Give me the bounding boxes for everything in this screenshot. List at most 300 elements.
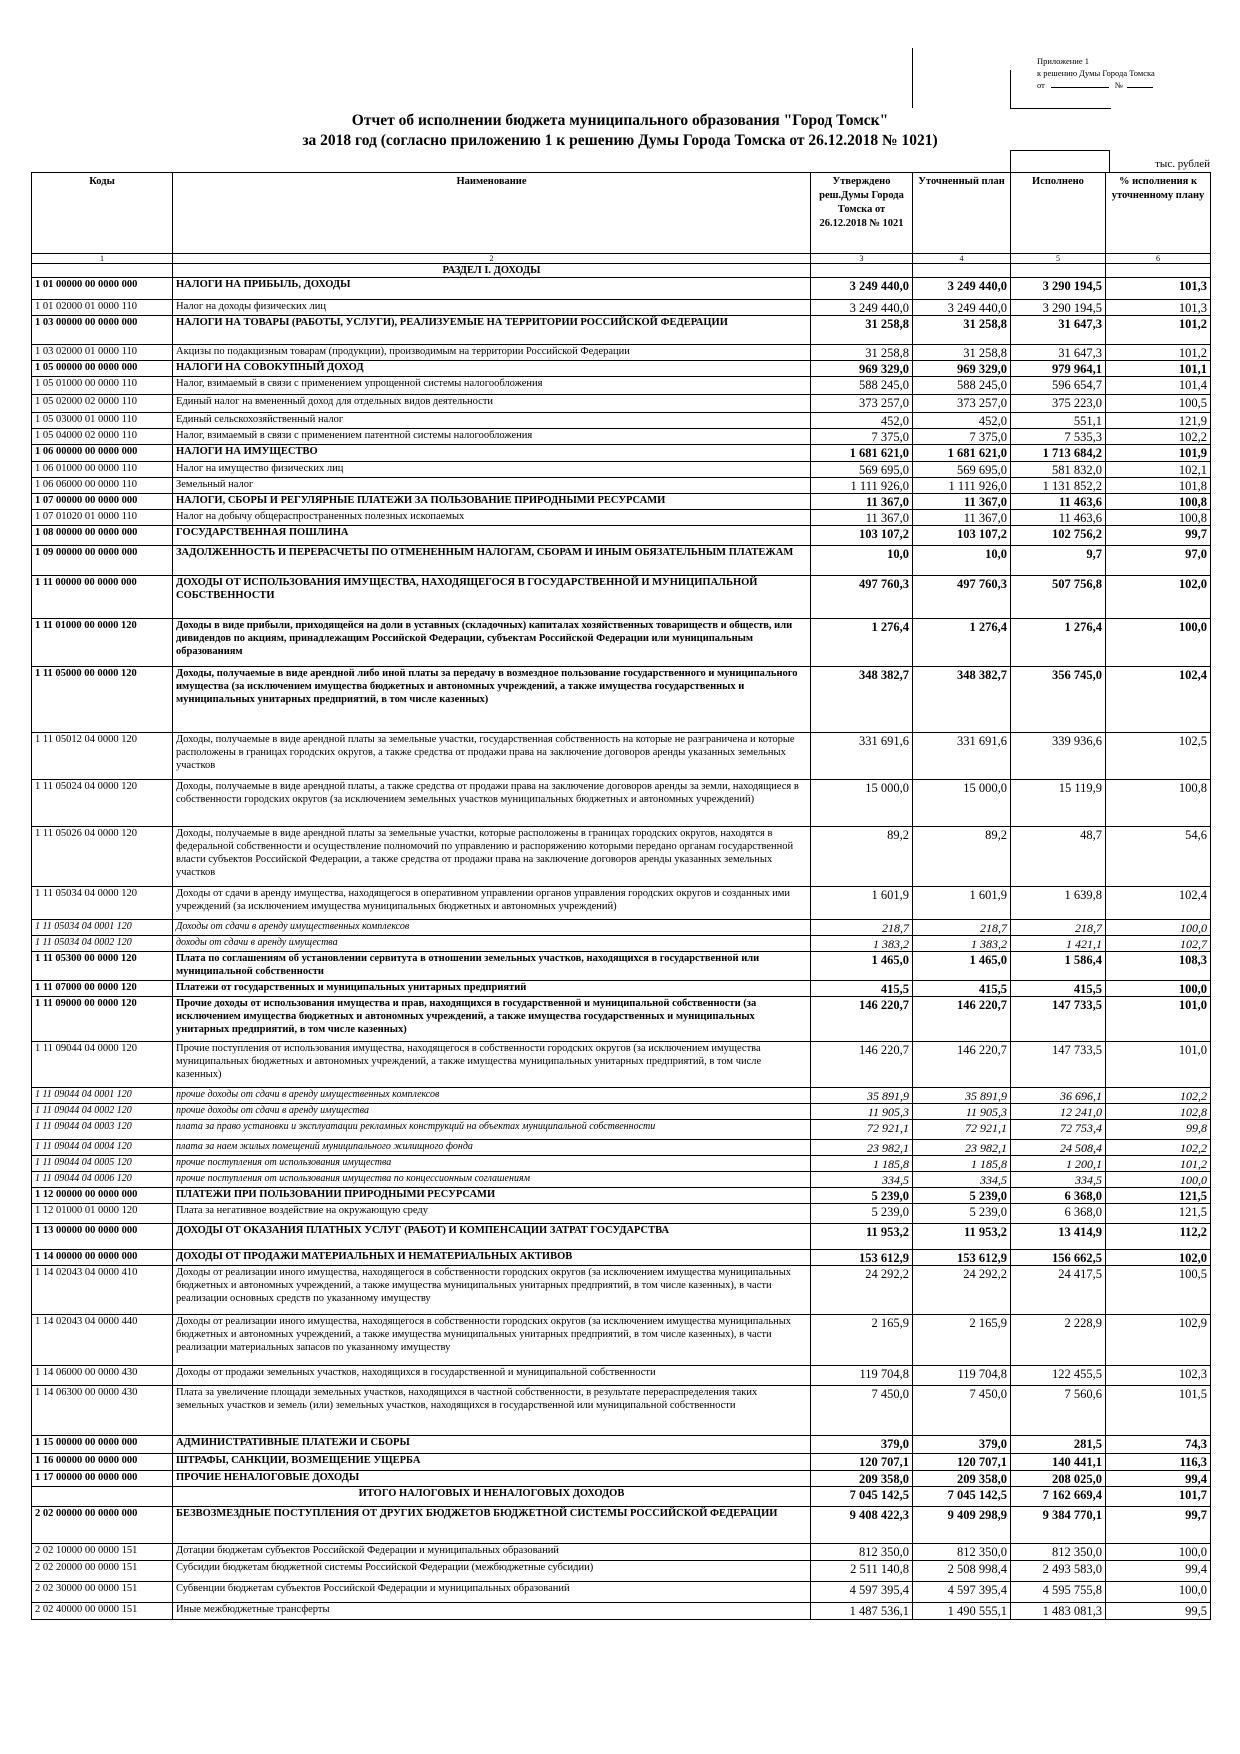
report-title-line2: за 2018 год (согласно приложению 1 к решению Думы Города Томска от 26.12.2018 № 1021) [302, 132, 938, 149]
approved-cell: 23 982,1 [811, 1140, 913, 1156]
name-cell: прочие поступления от использования имущества [173, 1156, 811, 1172]
name-cell: НАЛОГИ НА ТОВАРЫ (РАБОТЫ, УСЛУГИ), РЕАЛИЗУЕМЫЕ НА ТЕРРИТОРИИ РОССИЙСКОЙ ФЕДЕРАЦИИ [173, 316, 811, 345]
executed-cell: 4 595 755,8 [1011, 1582, 1106, 1603]
executed-cell: 208 025,0 [1011, 1471, 1106, 1487]
report-title [0, 111, 1240, 151]
percent-cell: 101,8 [1106, 478, 1211, 494]
table-row [32, 1042, 1211, 1088]
section-cell [811, 264, 913, 278]
approved-cell: 11 367,0 [811, 510, 913, 526]
percent-cell: 102,0 [1106, 1250, 1211, 1266]
code-cell: 1 07 01020 01 0000 110 [32, 510, 173, 526]
code-cell: 1 05 02000 02 0000 110 [32, 395, 173, 413]
revised-cell: 146 220,7 [913, 997, 1011, 1042]
percent-cell: 101,2 [1106, 316, 1211, 345]
code-cell: 1 12 00000 00 0000 000 [32, 1188, 173, 1204]
percent-cell: 100,8 [1106, 494, 1211, 510]
table-row [32, 1120, 1211, 1140]
header-row [32, 173, 1211, 254]
revised-cell: 9 409 298,9 [913, 1507, 1011, 1544]
approved-cell: 1 185,8 [811, 1156, 913, 1172]
table-row [32, 1544, 1211, 1561]
executed-cell: 13 414,9 [1011, 1224, 1106, 1250]
percent-cell: 100,0 [1106, 1544, 1211, 1561]
executed-cell: 812 350,0 [1011, 1544, 1106, 1561]
executed-cell: 7 162 669,4 [1011, 1487, 1106, 1507]
percent-cell: 101,5 [1106, 1386, 1211, 1436]
percent-cell: 100,0 [1106, 1172, 1211, 1188]
revised-cell: 331 691,6 [913, 733, 1011, 780]
table-row [32, 619, 1211, 667]
table-row [32, 361, 1211, 377]
table-row [32, 1366, 1211, 1386]
approved-cell: 103 107,2 [811, 526, 913, 546]
table-row [32, 445, 1211, 462]
name-cell: НАЛОГИ НА СОВОКУПНЫЙ ДОХОД [173, 361, 811, 377]
name-cell: Доходы, получаемые в виде арендной платы за земельные участки, которые расположены в границах городских округов, находятся в федеральной собственности и осуществление полномочий по управлению и распоряжению которыми передано органам государственной власти субъектов Российской Федерации, а также средства от продажи права на заключение договоров аренды указанных земельных участков [173, 827, 811, 887]
code-cell: 1 11 05000 00 0000 120 [32, 667, 173, 733]
revised-cell: 415,5 [913, 981, 1011, 997]
revised-cell: 1 681 621,0 [913, 445, 1011, 462]
percent-cell: 101,9 [1106, 445, 1211, 462]
code-cell: 1 11 09044 04 0006 120 [32, 1172, 173, 1188]
revised-cell: 373 257,0 [913, 395, 1011, 413]
name-cell: Доходы от сдачи в аренду имущественных комплексов [173, 920, 811, 936]
approved-cell: 1 681 621,0 [811, 445, 913, 462]
approved-cell: 1 111 926,0 [811, 478, 913, 494]
revised-cell: 103 107,2 [913, 526, 1011, 546]
percent-cell: 116,3 [1106, 1454, 1211, 1471]
revised-cell: 218,7 [913, 920, 1011, 936]
report-title-line1: Отчет об исполнении бюджета муниципального образования "Город Томск" [351, 112, 889, 129]
section-cell [913, 264, 1011, 278]
code-cell: 1 11 09044 04 0002 120 [32, 1104, 173, 1120]
table-row [32, 1561, 1211, 1582]
table-row [32, 526, 1211, 546]
percent-cell: 100,5 [1106, 1266, 1211, 1315]
table-row [32, 1436, 1211, 1454]
table-row [32, 1454, 1211, 1471]
code-cell: 1 11 05012 04 0000 120 [32, 733, 173, 780]
executed-cell: 72 753,4 [1011, 1120, 1106, 1140]
table-row [32, 780, 1211, 827]
percent-cell: 102,4 [1106, 667, 1211, 733]
revised-cell: 2 508 998,4 [913, 1561, 1011, 1582]
table-row [32, 920, 1211, 936]
executed-cell: 581 832,0 [1011, 462, 1106, 478]
section-cell [1106, 264, 1211, 278]
percent-cell: 102,2 [1106, 1088, 1211, 1104]
name-cell: Прочие поступления от использования имущества, находящегося в собственности городских округов (за исключением имущества муниципальных бюджетных и автономных учреждений, а также имущества муниципальных унитарных предприятий, в том числе казенных) [173, 1042, 811, 1088]
table-row [32, 1204, 1211, 1224]
table-row [32, 1487, 1211, 1507]
table-row [32, 1315, 1211, 1366]
table-row [32, 1582, 1211, 1603]
revised-cell: 348 382,7 [913, 667, 1011, 733]
revised-cell: 3 249 440,0 [913, 300, 1011, 316]
name-cell: ДОХОДЫ ОТ ПРОДАЖИ МАТЕРИАЛЬНЫХ И НЕМАТЕРИАЛЬНЫХ АКТИВОВ [173, 1250, 811, 1266]
table-row [32, 300, 1211, 316]
code-cell: 1 11 05034 04 0001 120 [32, 920, 173, 936]
col-number: 4 [913, 254, 1011, 264]
executed-cell: 122 455,5 [1011, 1366, 1106, 1386]
executed-cell: 356 745,0 [1011, 667, 1106, 733]
appendix-number-label: № [1114, 80, 1123, 90]
code-cell: 1 11 09044 04 0004 120 [32, 1140, 173, 1156]
table-row [32, 546, 1211, 576]
revised-cell: 1 383,2 [913, 936, 1011, 952]
name-cell: БЕЗВОЗМЕЗДНЫЕ ПОСТУПЛЕНИЯ ОТ ДРУГИХ БЮДЖЕТОВ БЮДЖЕТНОЙ СИСТЕМЫ РОССИЙСКОЙ ФЕДЕРАЦИИ [173, 1507, 811, 1544]
col-header-codes: Коды [32, 173, 173, 254]
code-cell: 1 07 00000 00 0000 000 [32, 494, 173, 510]
percent-cell: 102,4 [1106, 887, 1211, 920]
executed-cell: 1 713 684,2 [1011, 445, 1106, 462]
executed-cell: 1 586,4 [1011, 952, 1106, 981]
revised-cell: 7 045 142,5 [913, 1487, 1011, 1507]
name-cell: Доходы, получаемые в виде арендной либо иной платы за передачу в возмездное пользование государственного и муниципального имущества (за исключением имущества бюджетных и автономных учреждений, а также имущества государственных и муниципальных унитарных предприятий, в том числе казенных) [173, 667, 811, 733]
revised-cell: 4 597 395,4 [913, 1582, 1011, 1603]
table-row [32, 1104, 1211, 1120]
table-row [32, 733, 1211, 780]
code-cell: 2 02 00000 00 0000 000 [32, 1507, 173, 1544]
percent-cell: 101,3 [1106, 278, 1211, 300]
col-number: 2 [173, 254, 811, 264]
name-cell: доходы от сдачи в аренду имущества [173, 936, 811, 952]
code-cell: 1 11 09044 04 0001 120 [32, 1088, 173, 1104]
approved-cell: 1 383,2 [811, 936, 913, 952]
percent-cell: 100,0 [1106, 1582, 1211, 1603]
executed-cell: 102 756,2 [1011, 526, 1106, 546]
col-header-name: Наименование [173, 173, 811, 254]
executed-cell: 3 290 194,5 [1011, 300, 1106, 316]
percent-cell: 102,7 [1106, 936, 1211, 952]
approved-cell: 10,0 [811, 546, 913, 576]
executed-cell: 218,7 [1011, 920, 1106, 936]
approved-cell: 119 704,8 [811, 1366, 913, 1386]
percent-cell: 101,0 [1106, 997, 1211, 1042]
code-cell: 1 03 00000 00 0000 000 [32, 316, 173, 345]
approved-cell: 146 220,7 [811, 997, 913, 1042]
code-cell: 2 02 10000 00 0000 151 [32, 1544, 173, 1561]
revised-cell: 1 465,0 [913, 952, 1011, 981]
executed-cell: 24 508,4 [1011, 1140, 1106, 1156]
table-row [32, 1172, 1211, 1188]
name-cell: Единый сельскохозяйственный налог [173, 413, 811, 429]
revised-cell: 119 704,8 [913, 1366, 1011, 1386]
approved-cell: 969 329,0 [811, 361, 913, 377]
percent-cell: 102,9 [1106, 1315, 1211, 1366]
code-cell: 1 05 00000 00 0000 000 [32, 361, 173, 377]
code-cell: 1 11 09044 04 0000 120 [32, 1042, 173, 1088]
code-cell: 1 06 01000 00 0000 110 [32, 462, 173, 478]
name-cell: плата за право установки и эксплуатации рекламных конструкций на объектах муниципальной собственности [173, 1120, 811, 1140]
revised-cell: 812 350,0 [913, 1544, 1011, 1561]
name-cell: АДМИНИСТРАТИВНЫЕ ПЛАТЕЖИ И СБОРЫ [173, 1436, 811, 1454]
code-cell: 1 08 00000 00 0000 000 [32, 526, 173, 546]
code-cell: 1 09 00000 00 0000 000 [32, 546, 173, 576]
percent-cell: 102,0 [1106, 576, 1211, 619]
name-cell: Доходы от сдачи в аренду имущества, находящегося в оперативном управлении органов управления городских округов и созданных ими учреждений (за исключением имущества муниципальных бюджетных и автономных учреждений) [173, 887, 811, 920]
code-cell: 1 14 06000 00 0000 430 [32, 1366, 173, 1386]
executed-cell: 2 228,9 [1011, 1315, 1106, 1366]
table-row [32, 1471, 1211, 1487]
approved-cell: 373 257,0 [811, 395, 913, 413]
name-cell: Доходы от реализации иного имущества, находящегося в собственности городских округов (за исключением имущества муниципальных бюджетных и автономных учреждений, а также имущества муниципальных унитарных предприятий, в том числе казенных), в части реализации материальных запасов по указанному имуществу [173, 1315, 811, 1366]
approved-cell: 35 891,9 [811, 1088, 913, 1104]
revised-cell: 11 367,0 [913, 494, 1011, 510]
code-cell: 1 06 00000 00 0000 000 [32, 445, 173, 462]
name-cell: Налог, взимаемый в связи с применением упрощенной системы налогообложения [173, 377, 811, 395]
revised-cell: 334,5 [913, 1172, 1011, 1188]
percent-cell: 101,3 [1106, 300, 1211, 316]
col-header-approved: Утверждено реш.Думы Города Томска от 26.12.2018 № 1021 [811, 173, 913, 254]
revised-cell: 969 329,0 [913, 361, 1011, 377]
unit-frame [1010, 150, 1110, 173]
approved-cell: 812 350,0 [811, 1544, 913, 1561]
percent-cell: 102,2 [1106, 429, 1211, 445]
code-cell: 1 03 02000 01 0000 110 [32, 345, 173, 361]
revised-cell: 146 220,7 [913, 1042, 1011, 1088]
percent-cell: 99,4 [1106, 1471, 1211, 1487]
name-cell: НАЛОГИ НА ПРИБЫЛЬ, ДОХОДЫ [173, 278, 811, 300]
executed-cell: 9 384 770,1 [1011, 1507, 1106, 1544]
table-row [32, 1140, 1211, 1156]
executed-cell: 7 535,3 [1011, 429, 1106, 445]
name-cell: НАЛОГИ, СБОРЫ И РЕГУЛЯРНЫЕ ПЛАТЕЖИ ЗА ПОЛЬЗОВАНИЕ ПРИРОДНЫМИ РЕСУРСАМИ [173, 494, 811, 510]
revised-cell: 35 891,9 [913, 1088, 1011, 1104]
revised-cell: 23 982,1 [913, 1140, 1011, 1156]
name-cell: Доходы от продажи земельных участков, находящихся в государственной и муниципальной собственности [173, 1366, 811, 1386]
name-cell: Плата за негативное воздействие на окружающую среду [173, 1204, 811, 1224]
code-cell: 1 12 01000 01 0000 120 [32, 1204, 173, 1224]
approved-cell: 146 220,7 [811, 1042, 913, 1088]
executed-cell: 12 241,0 [1011, 1104, 1106, 1120]
approved-cell: 7 375,0 [811, 429, 913, 445]
revised-cell: 31 258,8 [913, 345, 1011, 361]
percent-cell: 101,1 [1106, 361, 1211, 377]
percent-cell: 97,0 [1106, 546, 1211, 576]
section-row [32, 264, 1211, 278]
code-cell: 1 11 09044 04 0003 120 [32, 1120, 173, 1140]
executed-cell: 551,1 [1011, 413, 1106, 429]
approved-cell: 7 450,0 [811, 1386, 913, 1436]
col-header-revised: Уточненный план [913, 173, 1011, 254]
executed-cell: 7 560,6 [1011, 1386, 1106, 1436]
table-row [32, 413, 1211, 429]
executed-cell: 31 647,3 [1011, 316, 1106, 345]
approved-cell: 2 165,9 [811, 1315, 913, 1366]
executed-cell: 9,7 [1011, 546, 1106, 576]
name-cell: прочие доходы от сдачи в аренду имущества [173, 1104, 811, 1120]
percent-cell: 102,1 [1106, 462, 1211, 478]
percent-cell: 54,6 [1106, 827, 1211, 887]
section-cell [1011, 264, 1106, 278]
col-number: 6 [1106, 254, 1211, 264]
approved-cell: 120 707,1 [811, 1454, 913, 1471]
percent-cell: 112,2 [1106, 1224, 1211, 1250]
table-row [32, 478, 1211, 494]
approved-cell: 31 258,8 [811, 345, 913, 361]
approved-cell: 2 511 140,8 [811, 1561, 913, 1582]
code-cell: 1 05 01000 00 0000 110 [32, 377, 173, 395]
executed-cell: 140 441,1 [1011, 1454, 1106, 1471]
table-row [32, 462, 1211, 478]
name-cell: Единый налог на вмененный доход для отдельных видов деятельности [173, 395, 811, 413]
name-cell: Доходы от реализации иного имущества, находящегося в собственности городских округов (за исключением имущества муниципальных бюджетных и автономных учреждений, а также имущества муниципальных унитарных предприятий, в том числе казенных), в части реализации основных средств по указанному имуществу [173, 1266, 811, 1315]
revised-cell: 1 601,9 [913, 887, 1011, 920]
percent-cell: 99,4 [1106, 1561, 1211, 1582]
executed-cell: 11 463,6 [1011, 510, 1106, 526]
section-code-cell [32, 264, 173, 278]
executed-cell: 1 421,1 [1011, 936, 1106, 952]
percent-cell: 101,7 [1106, 1487, 1211, 1507]
table-row [32, 1250, 1211, 1266]
approved-cell: 1 465,0 [811, 952, 913, 981]
executed-cell: 147 733,5 [1011, 1042, 1106, 1088]
table-row [32, 278, 1211, 300]
revised-cell: 209 358,0 [913, 1471, 1011, 1487]
revised-cell: 24 292,2 [913, 1266, 1011, 1315]
revised-cell: 31 258,8 [913, 316, 1011, 345]
percent-cell: 121,9 [1106, 413, 1211, 429]
name-cell: Доходы, получаемые в виде арендной платы, а также средства от продажи права на заключение договоров аренды за земли, находящиеся в собственности городских округов (за исключением земельных участков муниципальных бюджетных и автономных учреждений) [173, 780, 811, 827]
revised-cell: 72 921,1 [913, 1120, 1011, 1140]
approved-cell: 11 367,0 [811, 494, 913, 510]
table-row [32, 1188, 1211, 1204]
revised-cell: 2 165,9 [913, 1315, 1011, 1366]
approved-cell: 334,5 [811, 1172, 913, 1188]
code-cell: 1 14 02043 04 0000 410 [32, 1266, 173, 1315]
name-cell: ИТОГО НАЛОГОВЫХ И НЕНАЛОГОВЫХ ДОХОДОВ [173, 1487, 811, 1507]
executed-cell: 6 368,0 [1011, 1188, 1106, 1204]
percent-cell: 121,5 [1106, 1204, 1211, 1224]
approved-cell: 209 358,0 [811, 1471, 913, 1487]
name-cell: Налог на добычу общераспространенных полезных ископаемых [173, 510, 811, 526]
table-row [32, 1088, 1211, 1104]
revised-cell: 569 695,0 [913, 462, 1011, 478]
name-cell: ДОХОДЫ ОТ ОКАЗАНИЯ ПЛАТНЫХ УСЛУГ (РАБОТ) И КОМПЕНСАЦИИ ЗАТРАТ ГОСУДАРСТВА [173, 1224, 811, 1250]
name-cell: Земельный налог [173, 478, 811, 494]
approved-cell: 72 921,1 [811, 1120, 913, 1140]
code-cell: 1 11 09044 04 0005 120 [32, 1156, 173, 1172]
table-row [32, 827, 1211, 887]
name-cell: ПЛАТЕЖИ ПРИ ПОЛЬЗОВАНИИ ПРИРОДНЫМИ РЕСУРСАМИ [173, 1188, 811, 1204]
name-cell: ПРОЧИЕ НЕНАЛОГОВЫЕ ДОХОДЫ [173, 1471, 811, 1487]
code-cell: 1 06 06000 00 0000 110 [32, 478, 173, 494]
table-row [32, 1224, 1211, 1250]
table-body [32, 278, 1211, 1620]
code-cell: 1 11 05024 04 0000 120 [32, 780, 173, 827]
table-row [32, 667, 1211, 733]
approved-cell: 89,2 [811, 827, 913, 887]
executed-cell: 11 463,6 [1011, 494, 1106, 510]
code-cell: 1 11 07000 00 0000 120 [32, 981, 173, 997]
approved-cell: 153 612,9 [811, 1250, 913, 1266]
executed-cell: 3 290 194,5 [1011, 278, 1106, 300]
name-cell: Субсидии бюджетам бюджетной системы Российской Федерации (межбюджетные субсидии) [173, 1561, 811, 1582]
executed-cell: 36 696,1 [1011, 1088, 1106, 1104]
table-row [32, 377, 1211, 395]
table-row [32, 887, 1211, 920]
percent-cell: 101,2 [1106, 345, 1211, 361]
code-cell: 1 11 05026 04 0000 120 [32, 827, 173, 887]
code-cell: 1 01 00000 00 0000 000 [32, 278, 173, 300]
table-row [32, 1603, 1211, 1620]
executed-cell: 415,5 [1011, 981, 1106, 997]
code-cell: 1 14 06300 00 0000 430 [32, 1386, 173, 1436]
revised-cell: 15 000,0 [913, 780, 1011, 827]
executed-cell: 334,5 [1011, 1172, 1106, 1188]
approved-cell: 415,5 [811, 981, 913, 997]
executed-cell: 375 223,0 [1011, 395, 1106, 413]
name-cell: Плата по соглашениям об установлении сервитута в отношении земельных участков, находящихся в государственной или муниципальной собственности [173, 952, 811, 981]
table-row [32, 981, 1211, 997]
approved-cell: 569 695,0 [811, 462, 913, 478]
approved-cell: 31 258,8 [811, 316, 913, 345]
name-cell: прочие доходы от сдачи в аренду имущественных комплексов [173, 1088, 811, 1104]
percent-cell: 102,3 [1106, 1366, 1211, 1386]
table-row [32, 576, 1211, 619]
name-cell: Субвенции бюджетам субъектов Российской Федерации и муниципальных образований [173, 1582, 811, 1603]
appendix-note [1037, 55, 1155, 91]
name-cell: ЗАДОЛЖЕННОСТЬ И ПЕРЕРАСЧЕТЫ ПО ОТМЕНЕННЫМ НАЛОГАМ, СБОРАМ И ИНЫМ ОБЯЗАТЕЛЬНЫМ ПЛАТЕЖАМ [173, 546, 811, 576]
revised-cell: 5 239,0 [913, 1204, 1011, 1224]
code-cell: 1 11 05034 04 0000 120 [32, 887, 173, 920]
code-cell: 1 13 00000 00 0000 000 [32, 1224, 173, 1250]
percent-cell: 99,7 [1106, 1507, 1211, 1544]
code-cell: 2 02 30000 00 0000 151 [32, 1582, 173, 1603]
approved-cell: 11 953,2 [811, 1224, 913, 1250]
percent-cell: 99,8 [1106, 1120, 1211, 1140]
executed-cell: 1 639,8 [1011, 887, 1106, 920]
executed-cell: 2 493 583,0 [1011, 1561, 1106, 1582]
approved-cell: 11 905,3 [811, 1104, 913, 1120]
date-blank [1051, 87, 1109, 88]
executed-cell: 1 483 081,3 [1011, 1603, 1106, 1620]
revised-cell: 11 953,2 [913, 1224, 1011, 1250]
code-cell [32, 1487, 173, 1507]
revised-cell: 3 249 440,0 [913, 278, 1011, 300]
appendix-date-line [1037, 79, 1155, 91]
code-cell: 1 11 05034 04 0002 120 [32, 936, 173, 952]
percent-cell: 99,5 [1106, 1603, 1211, 1620]
number-blank [1127, 87, 1153, 88]
table-row [32, 429, 1211, 445]
table-row [32, 997, 1211, 1042]
approved-cell: 3 249 440,0 [811, 300, 913, 316]
executed-cell: 6 368,0 [1011, 1204, 1106, 1224]
name-cell: НАЛОГИ НА ИМУЩЕСТВО [173, 445, 811, 462]
table-row [32, 345, 1211, 361]
code-cell: 1 01 02000 01 0000 110 [32, 300, 173, 316]
name-cell: Налог, взимаемый в связи с применением патентной системы налогообложения [173, 429, 811, 445]
percent-cell: 108,3 [1106, 952, 1211, 981]
name-cell: плата за наем жилых помещений муниципального жилищного фонда [173, 1140, 811, 1156]
code-cell: 1 05 04000 02 0000 110 [32, 429, 173, 445]
executed-cell: 339 936,6 [1011, 733, 1106, 780]
revised-cell: 10,0 [913, 546, 1011, 576]
executed-cell: 507 756,8 [1011, 576, 1106, 619]
revised-cell: 1 185,8 [913, 1156, 1011, 1172]
approved-cell: 348 382,7 [811, 667, 913, 733]
name-cell: прочие поступления от использования имущества по концессионным соглашениям [173, 1172, 811, 1188]
col-header-executed: Исполнено [1011, 173, 1106, 254]
code-cell: 1 11 01000 00 0000 120 [32, 619, 173, 667]
executed-cell: 1 131 852,2 [1011, 478, 1106, 494]
appendix-line2: к решению Думы Города Томска [1037, 68, 1155, 78]
percent-cell: 102,5 [1106, 733, 1211, 780]
percent-cell: 100,5 [1106, 395, 1211, 413]
